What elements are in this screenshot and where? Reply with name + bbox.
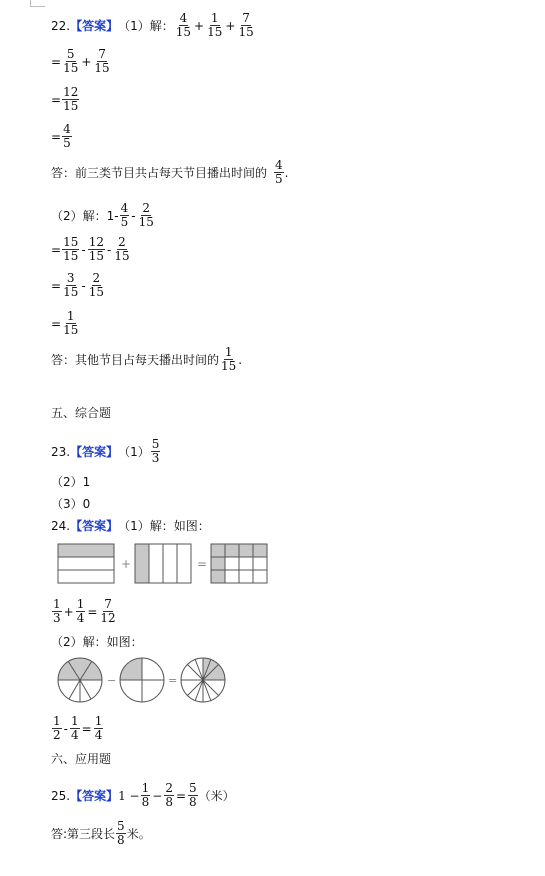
answer-tag: 【答案】 — [70, 445, 119, 459]
fraction: $\frac{1}{4}$ — [76, 597, 85, 625]
circle-one-half — [58, 658, 102, 702]
circle-one-quarter — [120, 658, 164, 702]
fraction: $\frac{7}{12}$ — [100, 597, 116, 625]
q22-part2: （2）解：1- $\frac{4}{5}$ - $\frac{2}{15}$ — [51, 201, 154, 229]
q22-line1: 22. 【答案】 （1）解： $\frac{4}{15}$ + $\frac{1}{15}$ + $\frac{7}{15}$ — [51, 11, 254, 39]
answer-text: 答：前三类节目共占每天节目播出时间的 — [51, 166, 268, 180]
fraction: $\frac{4}{5}$ — [63, 122, 71, 150]
q22-part2-line4: = $\frac{1}{15}$ — [51, 309, 79, 337]
fraction: $\frac{5}{8}$ — [189, 781, 197, 809]
fraction: $\frac{1}{15}$ — [207, 11, 223, 39]
fraction: $\frac{3}{15}$ — [63, 271, 79, 299]
q22-number: 22. — [51, 18, 71, 33]
fraction: $\frac{2}{15}$ — [88, 271, 104, 299]
answer-tag: 【答案】 — [70, 519, 119, 533]
q23-number: 23. — [51, 444, 71, 459]
margin-mark — [30, 0, 45, 7]
fraction: $\frac{5}{15}$ — [63, 47, 79, 75]
rect-seven-twelfths — [211, 544, 267, 583]
section-heading-6: 六、应用题 — [51, 752, 112, 766]
fraction: $\frac{1}{4}$ — [94, 714, 103, 742]
answer-tag: 【答案】 — [70, 19, 119, 33]
fraction: $\frac{1}{4}$ — [70, 714, 79, 742]
q22-line3: = $\frac{12}{15}$ — [51, 85, 79, 113]
equals-sign: = — [168, 674, 178, 687]
q22-line4: = $\frac{4}{5}$ — [51, 122, 71, 150]
fraction-rectangle-figure — [55, 540, 270, 588]
fraction: $\frac{1}{3}$ — [53, 597, 61, 625]
fraction: $\frac{4}{15}$ — [175, 11, 192, 39]
answer-tag: 【答案】 — [70, 789, 119, 803]
rect-one-third — [58, 544, 114, 583]
fraction-circle-figure — [55, 655, 230, 705]
q22-part2-line2: = $\frac{15}{15}$ - $\frac{12}{15}$ - $\frac{2}{15}$ — [51, 235, 130, 263]
fraction: $\frac{1}{15}$ — [221, 345, 237, 373]
circle-result — [181, 658, 225, 702]
answer-text: 答：其他节目占每天播出时间的 — [51, 353, 220, 367]
fraction: $\frac{1}{8}$ — [141, 781, 150, 809]
fraction: $\frac{5}{3}$ — [151, 437, 160, 465]
fraction: $\frac{4}{5}$ — [120, 201, 129, 229]
fraction: $\frac{5}{8}$ — [117, 819, 125, 847]
q25-number: 25. — [51, 788, 71, 803]
answer-text: 答:第三段长 — [51, 827, 116, 841]
q24-part2: （2）解：如图： — [51, 635, 143, 649]
fraction: $\frac{15}{15}$ — [63, 235, 79, 263]
plus-sign: + — [121, 557, 132, 571]
q25-answer: 答:第三段长 $\frac{5}{8}$ 米。 — [51, 819, 151, 847]
fraction: $\frac{2}{15}$ — [114, 235, 130, 263]
q22-answer1: 答：前三类节目共占每天节目播出时间的 $\frac{4}{5}$ . — [51, 158, 289, 186]
section-heading-5: 五、综合题 — [51, 406, 112, 420]
q23-line2: （2）1 — [51, 475, 91, 489]
q24-line1: 24. 【答案】 （1）解：如图： — [51, 518, 210, 533]
q23-line3: （3）0 — [51, 497, 91, 511]
minus-sign: − — [107, 674, 117, 687]
fraction: $\frac{7}{15}$ — [94, 47, 110, 75]
q22-part2-line3: = $\frac{3}{15}$ - $\frac{2}{15}$ — [51, 271, 104, 299]
q25-line1: 25. 【答案】 1 − $\frac{1}{8}$ − $\frac{2}{8}$ = $\frac{5}{8}$ （米） — [51, 781, 235, 809]
fraction: $\frac{12}{15}$ — [63, 85, 79, 113]
q24-number: 24. — [51, 518, 71, 533]
q24-equation2: $\frac{1}{2}$ - $\frac{1}{4}$ = $\frac{1}{4}$ — [53, 714, 103, 742]
q22-line2: = $\frac{5}{15}$ + $\frac{7}{15}$ — [51, 47, 110, 75]
q22-part2-label: （2）解：1- — [51, 209, 119, 223]
fraction: $\frac{12}{15}$ — [88, 235, 104, 263]
fraction: $\frac{2}{8}$ — [165, 781, 173, 809]
rect-one-quarter — [135, 544, 191, 583]
q22-part1-label: （1）解： — [118, 19, 174, 33]
q22-answer2: 答：其他节目占每天播出时间的 $\frac{1}{15}$ . — [51, 345, 243, 373]
fraction: $\frac{2}{15}$ — [138, 201, 154, 229]
fraction: $\frac{1}{15}$ — [63, 309, 79, 337]
fraction: $\frac{7}{15}$ — [238, 11, 254, 39]
fraction: $\frac{1}{2}$ — [53, 714, 61, 742]
q24-equation1: $\frac{1}{3}$ + $\frac{1}{4}$ = $\frac{7}{12}$ — [53, 597, 116, 625]
q23-line1: 23. 【答案】 （1） $\frac{5}{3}$ — [51, 437, 160, 465]
fraction: $\frac{4}{5}$ — [275, 158, 283, 186]
equals-sign: = — [197, 557, 208, 571]
